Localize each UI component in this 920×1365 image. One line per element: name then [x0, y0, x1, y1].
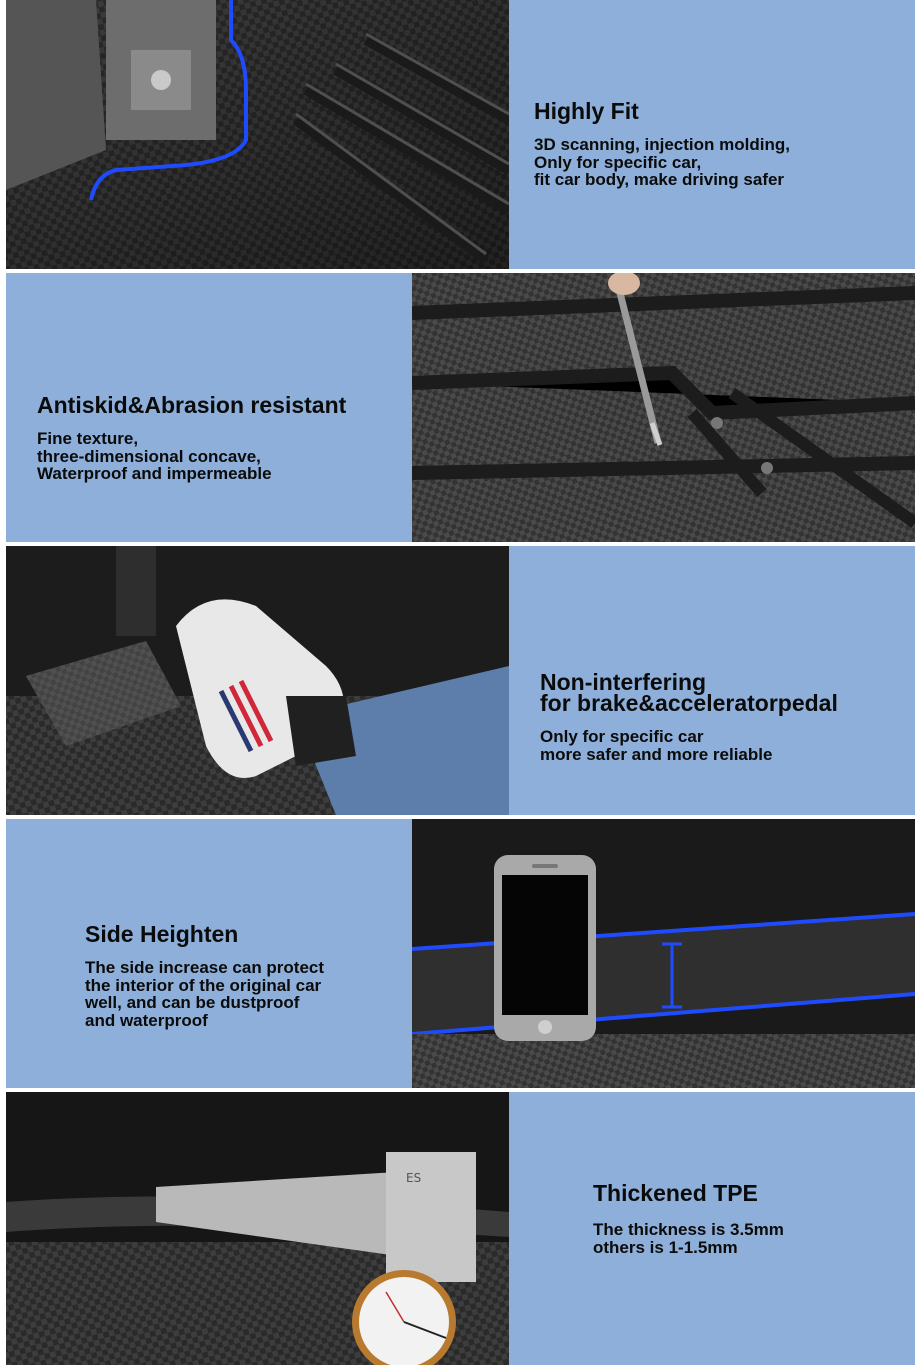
- feature-text-panel: [509, 546, 915, 815]
- feature-text-panel: [509, 1092, 915, 1365]
- feature-section-non-interfering: [6, 546, 915, 815]
- feature-title: Non-interfering for brake&acceleratorpedal: [540, 669, 838, 716]
- feature-text-panel: [509, 0, 915, 269]
- feature-text-panel: [6, 819, 412, 1088]
- feature-description: Only for specific car more safer and more reliable: [540, 727, 773, 764]
- floor-mat-seat-rail-photo: [6, 0, 509, 269]
- feature-section-antiskid: [6, 273, 915, 542]
- feature-title: Side Heighten: [85, 921, 239, 947]
- svg-text:ES: ES: [406, 1171, 422, 1185]
- feature-section-highly-fit: [6, 0, 915, 269]
- feature-section-side-heighten: [6, 819, 915, 1088]
- caliper-measuring-mat-photo: [6, 1092, 509, 1365]
- feature-description: The side increase can protect the interior of the original car well, and can be dustproof and waterproof: [85, 958, 325, 1030]
- feature-section-thickened-tpe: [6, 1092, 915, 1365]
- feature-description: Fine texture, three-dimensional concave, Waterproof and impermeable: [37, 429, 272, 483]
- textured-mat-screwdriver-photo: [412, 273, 915, 542]
- feature-title: Highly Fit: [534, 98, 639, 124]
- feature-title: Antiskid&Abrasion resistant: [37, 392, 347, 418]
- feature-description: The thickness is 3.5mm others is 1-1.5mm: [593, 1220, 784, 1257]
- foot-on-pedal-photo: [6, 546, 509, 815]
- phone-against-mat-edge-photo: [412, 819, 915, 1088]
- feature-text-panel: [6, 273, 412, 542]
- feature-title: Thickened TPE: [593, 1180, 758, 1206]
- feature-description: 3D scanning, injection molding, Only for specific car, fit car body, make driving safer: [534, 135, 790, 189]
